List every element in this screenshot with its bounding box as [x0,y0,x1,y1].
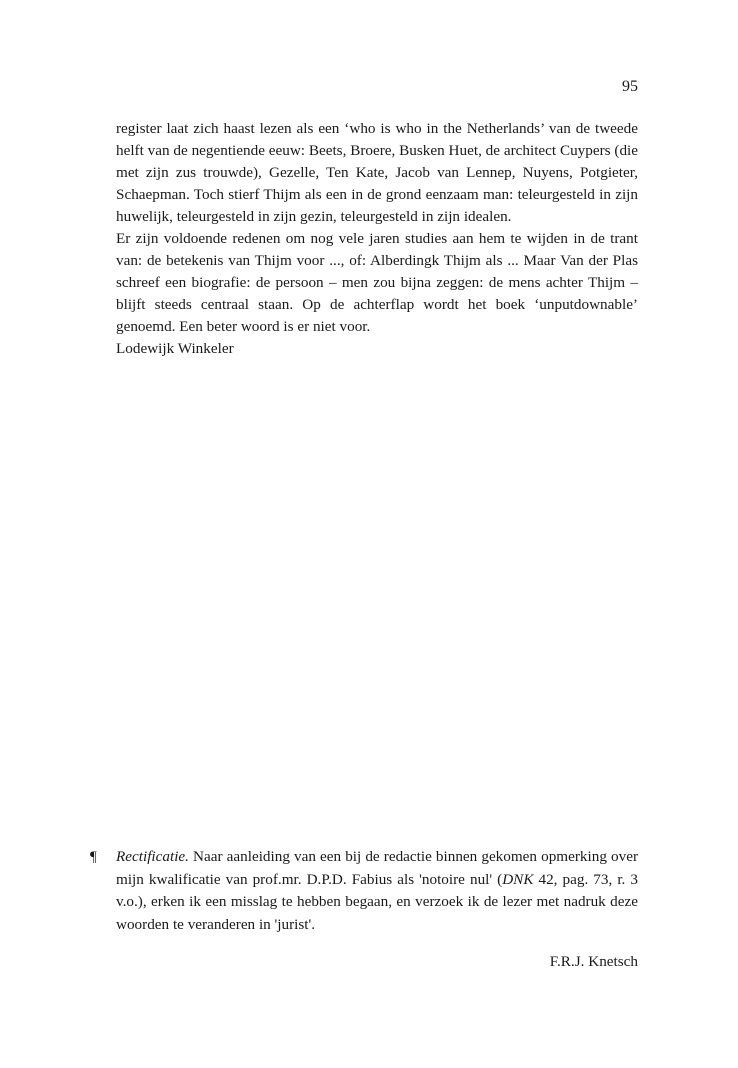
review-author: Lodewijk Winkeler [116,340,234,357]
page-number: 95 [622,78,638,95]
review-paragraph: Er zijn voldoende redenen om nog vele jaren studies aan hem te wijden in de trant van: de betekenis van Thijm voor ..., of: Alberdingk Thijm als ... Maar Van der Plas schreef een biografie: de persoon – men zou bijna zeggen: de mens achter Thijm – blijft steeds centraal staan. Op de achterflap wordt het boek ‘unputdownable’ genoemd. Een beter woord is er niet voor. [116,230,638,335]
rectification-author: F.R.J. Knetsch [549,953,638,971]
journal-reference: DNK [502,870,534,888]
rectification-notice [90,846,638,989]
review-paragraph: register laat zich haast lezen als een ‘who is who in the Netherlands’ van de tweede helft van de negentiende eeuw: Beets, Broere, Busken Huet, de architect Cuypers (die met zijn zus trouwde), Gezelle, Ten Kate, Jacob van Lennep, Nuyens, Potgieter, Schaepman. Toch stierf Thijm als een in de grond eenzaam man: teleurgesteld in zijn huwelijk, teleurgesteld in zijn gezin, teleurgesteld in zijn idealen. [116,120,638,225]
rectification-body-end: 42, pag. 73, r. 3 v.o.), erken ik een misslag te hebben begaan, en verzoek ik de lezer met nadruk deze woorden te veranderen in 'jurist'. [116,870,638,933]
book-review [116,118,638,360]
rectification-text [116,846,638,936]
pilcrow-icon: ¶ [90,848,97,865]
rectification-body: Naar aanleiding van een bij de redactie binnen gekomen opmerking over mijn kwalificatie van prof.mr. D.P.D. Fabius als 'notoire nul' ( [116,848,638,888]
rectification-heading: Rectificatie. [116,848,189,865]
